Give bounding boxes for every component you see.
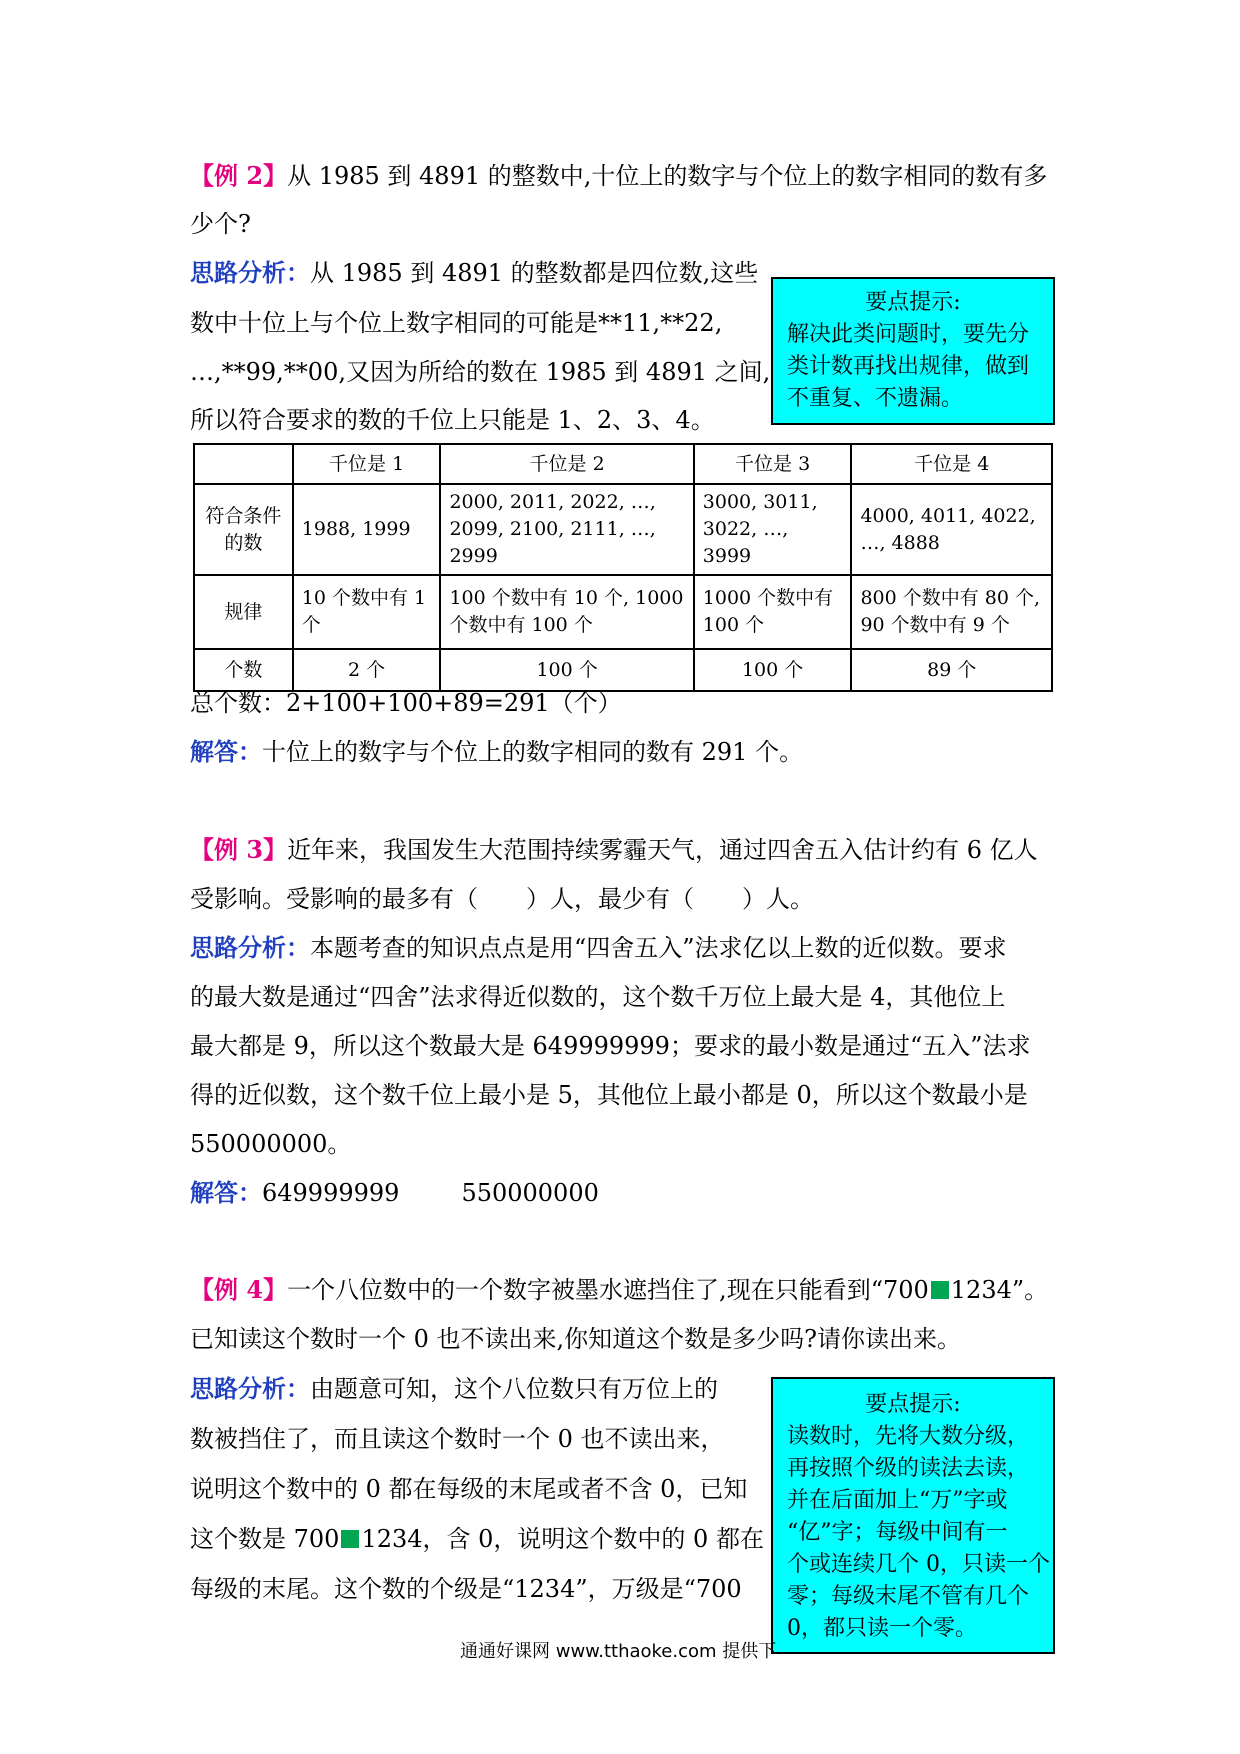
ex2-tip-line: 类计数再找出规律，做到 [787,354,1030,379]
table-header-row [194,444,1052,484]
ex2-tip-title: 要点提示: [865,290,961,315]
ex3-analysis-line1 [190,933,1007,963]
ex3-answer-label: 解答： [190,1178,262,1207]
ex2-analysis-line1 [190,258,758,288]
ex4-tip-line: 0，都只读一个零。 [787,1616,977,1641]
table-cell: 2 个 [293,649,441,691]
ex2-total: 总个数：2+100+100+89=291（个） [190,689,622,717]
table-row-label: 规律 [194,575,293,649]
ex4-tip-title: 要点提示: [865,1392,961,1417]
table-cell: 1000 个数中有 100 个 [694,575,852,649]
table-cell: 100 个 [440,649,693,691]
ex3-question-line1 [190,835,1038,865]
ex2-question-line1 [190,161,1047,191]
ex4-question-text-a: 一个八位数中的一个数字被墨水遮挡住了,现在只能看到“700 [287,1276,929,1304]
table-header-cell: 千位是 1 [293,444,441,484]
table-cell: 10 个数中有 1 个 [293,575,441,649]
ink-blot-icon [341,1530,359,1548]
table-cell: 800 个数中有 80 个, 90 个数中有 9 个 [851,575,1052,649]
ex4-analysis-line4 [190,1524,764,1554]
table-header-cell: 千位是 3 [694,444,852,484]
ex4-question-text-b: 1234”。 [950,1276,1049,1304]
ex3-analysis-line5: 550000000。 [190,1130,352,1158]
ex3-analysis-line4: 得的近似数，这个数千位上最小是 5，其他位上最小都是 0，所以这个数最小是 [190,1081,1028,1109]
table-cell: 100 个数中有 10 个, 1000 个数中有 100 个 [440,575,693,649]
ex3-analysis-text1: 本题考查的知识点点是用“四舍五入”法求亿以上数的近似数。要求 [310,934,1007,962]
ex4-question-line2: 已知读这个数时一个 0 也不读出来,你知道这个数是多少吗?请你读出来。 [190,1325,962,1353]
ex4-analysis-line1 [190,1374,718,1404]
ex2-tip-box [771,277,1055,425]
table-header-cell: 千位是 2 [440,444,693,484]
page-footer: 通通好课网 www.tthaoke.com 提供下 [460,1641,777,1662]
ex4-analysis-text1: 由题意可知，这个八位数只有万位上的 [310,1375,718,1403]
ex4-tip-box [771,1377,1055,1654]
table-cell: 89 个 [851,649,1052,691]
ex3-question-text: 近年来，我国发生大范围持续雾霾天气，通过四舍五入估计约有 6 亿人 [287,836,1038,864]
ex4-tip-line: 再按照个级的读法去读， [787,1456,1030,1481]
ex2-tip-line: 不重复、不遗漏。 [787,386,964,411]
ex2-analysis-line3: …,**99,**00,又因为所给的数在 1985 到 4891 之间, [190,358,771,386]
table-cell: 4000, 4011, 4022, …, 4888 [851,484,1052,575]
table-cell: 100 个 [694,649,852,691]
table-header-cell [194,444,293,484]
ex2-table [193,443,1053,692]
ex2-answer-label: 解答： [190,737,262,766]
ex2-analysis-text1: 从 1985 到 4891 的整数都是四位数,这些 [310,259,759,287]
ex4-analysis-line5: 每级的末尾。这个数的个级是“1234”，万级是“700 [190,1575,742,1603]
ex4-tip-line: 并在后面加上“万”字或 [787,1488,1008,1513]
ex2-analysis-label: 思路分析： [190,258,310,287]
table-row [194,649,1052,691]
ink-blot-icon [931,1281,949,1299]
ex2-tag: 【例 2】 [190,161,288,190]
table-header-cell: 千位是 4 [851,444,1052,484]
ex3-analysis-label: 思路分析： [190,933,310,962]
ex4-question-line1 [190,1275,1048,1305]
ex3-tag: 【例 3】 [190,835,288,864]
table-row [194,484,1052,575]
ex4-tag: 【例 4】 [190,1275,288,1304]
ex2-question-line2: 少个? [190,210,251,238]
ex2-answer-text: 十位上的数字与个位上的数字相同的数有 291 个。 [262,738,804,766]
ex3-answer-line [190,1178,599,1208]
ex2-analysis-line2: 数中十位上与个位上数字相同的可能是**11,**22, [190,309,723,337]
table-cell: 1988, 1999 [293,484,441,575]
ex4-tip-line: 零；每级末尾不管有几个 [787,1584,1030,1609]
table-row [194,575,1052,649]
ex2-question-text: 从 1985 到 4891 的整数中,十位上的数字与个位上的数字相同的数有多 [287,162,1048,190]
table-cell: 2000, 2011, 2022, …, 2099, 2100, 2111, …, 2999 [440,484,693,575]
ex3-question-line2: 受影响。受影响的最多有（ ）人，最少有（ ）人。 [190,885,814,913]
table-row-label: 个数 [194,649,293,691]
ex4-tip-line: “亿”字；每级中间有一 [787,1520,1008,1545]
ex4-tip-line: 读数时，先将大数分级， [787,1424,1030,1449]
table-row-label: 符合条件的数 [194,484,293,575]
ex4-tip-line: 个或连续几个 0，只读一个 [787,1552,1050,1577]
ex4-analysis-line2: 数被挡住了，而且读这个数时一个 0 也不读出来， [190,1425,725,1453]
ex2-answer-line [190,737,803,767]
ex3-analysis-line3: 最大都是 9，所以这个数最大是 649999999；要求的最小数是通过“五入”法求 [190,1032,1031,1060]
ex2-analysis-line4: 所以符合要求的数的千位上只能是 1、2、3、4。 [190,406,715,434]
table-cell: 3000, 3011, 3022, …, 3999 [694,484,852,575]
ex4-analysis-line3: 说明这个数中的 0 都在每级的末尾或者不含 0，已知 [190,1475,748,1503]
ex4-analysis-text4b: 1234，含 0，说明这个数中的 0 都在 [361,1525,764,1553]
ex3-analysis-line2: 的最大数是通过“四舍”法求得近似数的，这个数千万位上最大是 4，其他位上 [190,983,1006,1011]
ex3-answer-max: 649999999 [262,1179,400,1207]
ex4-analysis-label: 思路分析： [190,1374,310,1403]
ex4-analysis-text4a: 这个数是 700 [190,1525,340,1553]
ex3-answer-min: 550000000 [461,1179,599,1207]
ex2-tip-line: 解决此类问题时，要先分 [787,322,1030,347]
